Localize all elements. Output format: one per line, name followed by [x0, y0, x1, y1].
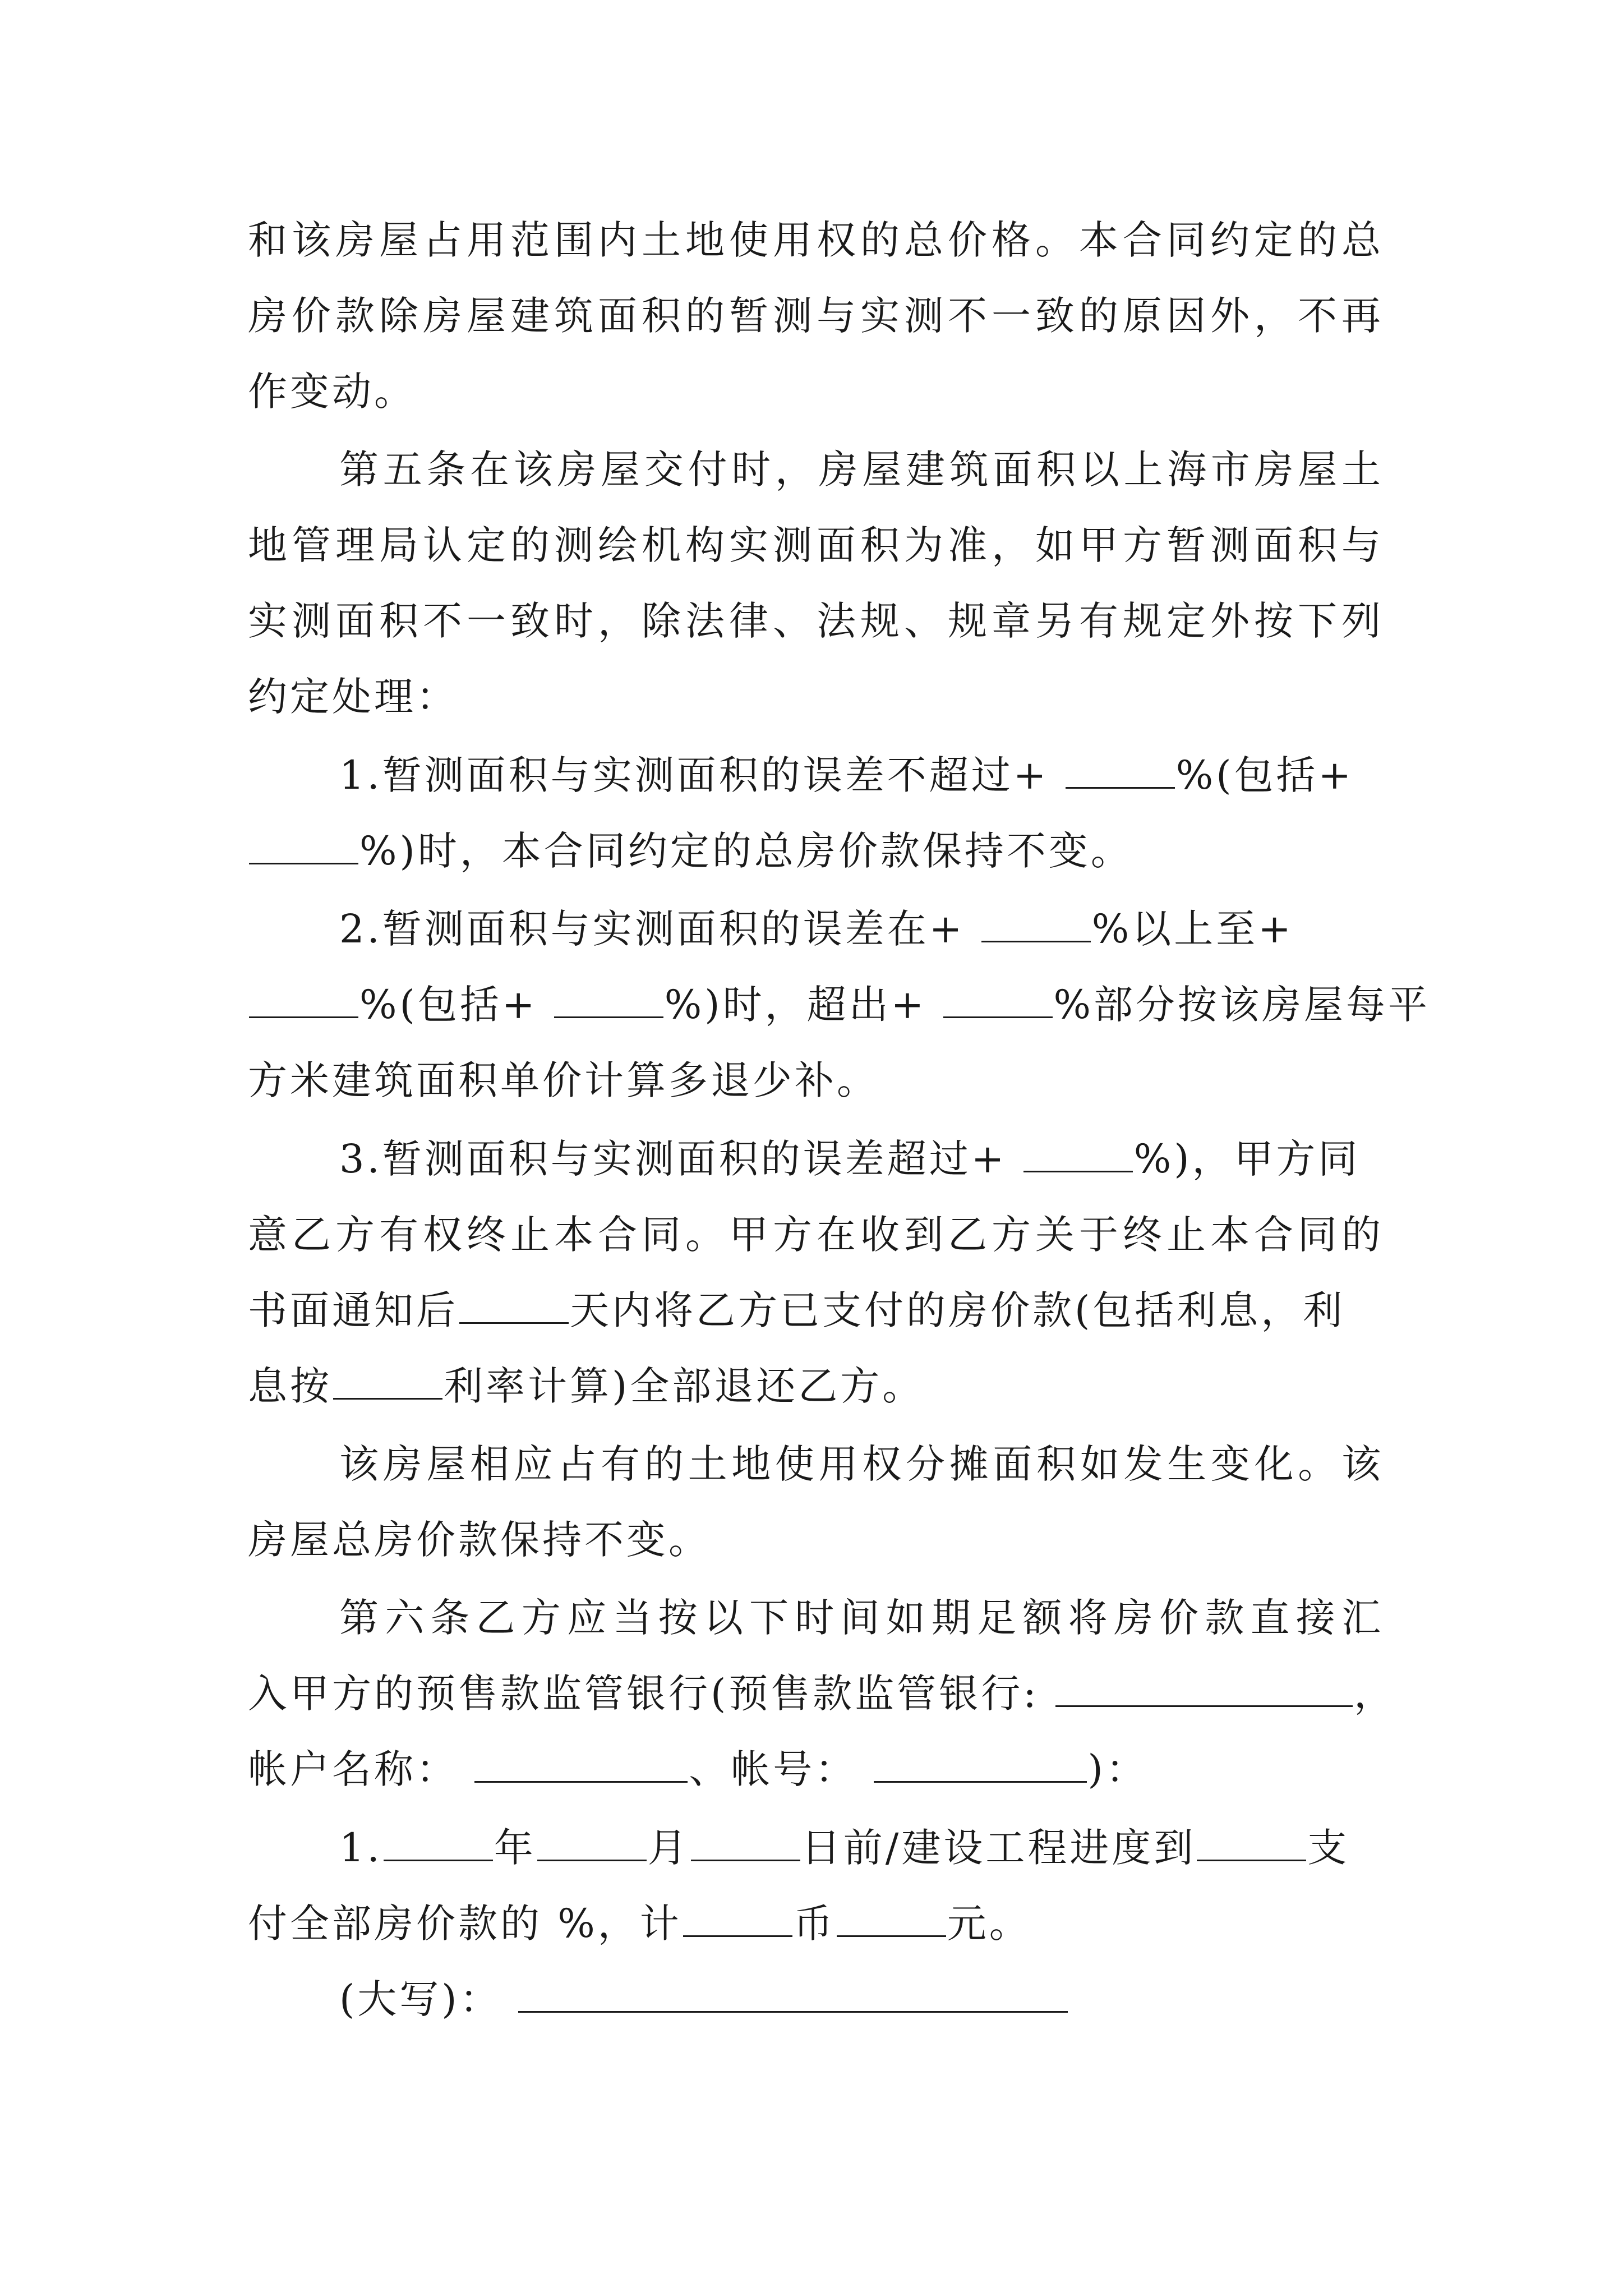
currency-blank: [683, 1903, 792, 1937]
paragraph-line: 房屋总房价款保持不变。: [248, 1517, 711, 1563]
progress-blank: [1197, 1827, 1306, 1861]
paragraph-line: 该房屋相应占有的土地使用权分摊面积如发生变化。该: [339, 1441, 1384, 1487]
article-6-line: [248, 1665, 1396, 1722]
clause-text: 日前/建设工程进度到: [801, 1825, 1196, 1871]
amount-in-words-blank: [518, 1978, 1068, 2013]
clause-text: 帐户名称：: [248, 1746, 458, 1792]
clause-3-line: 意乙方有权终止本合同。甲方在收到乙方关于终止本合同的: [248, 1212, 1384, 1258]
clause-text: 3.暂测面积与实测面积的误差超过+: [339, 1136, 1007, 1182]
month-blank: [537, 1827, 647, 1861]
blank-field: [333, 1365, 442, 1400]
blank-field: [943, 984, 1053, 1018]
paragraph-line: 和该房屋占用范围内土地使用权的总价格。本合同约定的总: [248, 217, 1384, 263]
clause-text: 月: [647, 1825, 690, 1871]
clause-text: 支: [1307, 1825, 1350, 1871]
clause-text: 入甲方的预售款监管银行(预售款监管银行:: [248, 1671, 1039, 1717]
clause-text: %)时，超出+: [664, 982, 927, 1028]
clause-text: 年: [494, 1825, 536, 1871]
paragraph-line: 地管理局认定的测绘机构实测面积为准，如甲方暂测面积与: [248, 522, 1384, 568]
payment-item-line: [339, 1820, 1384, 1876]
clause-2-line: 方米建筑面积单价计算多退少补。: [248, 1057, 879, 1103]
clause-text: )：: [1087, 1746, 1148, 1792]
paragraph-line: 作变动。: [248, 369, 416, 415]
blank-field: [554, 984, 663, 1018]
blank-field: [1066, 754, 1175, 789]
clause-text: 付全部房价款的 %，计: [248, 1901, 682, 1947]
clause-text: 1.: [339, 1825, 382, 1871]
account-number-blank: [874, 1749, 1087, 1783]
clause-3-line: [339, 1131, 1384, 1187]
clause-text: ，: [1354, 1671, 1396, 1717]
blank-field: [1023, 1138, 1133, 1172]
payment-item-line: [339, 1971, 1384, 2027]
paragraph-line: 实测面积不一致时，除法律、法规、规章另有规定外按下列: [248, 598, 1384, 644]
clause-3-line: [248, 1282, 1384, 1338]
article-6-heading-line: 第六条乙方应当按以下时间如期足额将房价款直接汇: [339, 1595, 1384, 1641]
clause-3-line: [248, 1358, 1384, 1414]
amount-blank: [837, 1903, 946, 1937]
clause-text: 1.暂测面积与实测面积的误差不超过+: [339, 752, 1049, 798]
clause-text: %)，甲方同: [1133, 1136, 1361, 1182]
clause-text: 天内将乙方已支付的房价款(包括利息，利: [570, 1287, 1345, 1333]
day-blank: [691, 1827, 800, 1861]
bank-name-blank: [1055, 1673, 1353, 1707]
clause-1-line: [339, 747, 1384, 803]
paragraph-line: 约定处理：: [248, 674, 458, 720]
account-name-blank: [474, 1749, 688, 1783]
payment-item-line: [248, 1895, 1384, 1952]
article-6-line: [248, 1741, 1384, 1797]
clause-text: %(包括+: [1175, 752, 1354, 798]
clause-text: %以上至+: [1091, 906, 1294, 952]
clause-text: %)时，本合同约定的总房价款保持不变。: [359, 828, 1133, 874]
clause-text: 2.暂测面积与实测面积的误差在+: [339, 906, 965, 952]
article-5-heading-line: 第五条在该房屋交付时，房屋建筑面积以上海市房屋土: [339, 447, 1384, 493]
clause-text: 书面通知后: [248, 1287, 458, 1333]
clause-text: 、帐号：: [689, 1746, 857, 1792]
blank-field: [981, 908, 1091, 942]
clause-text: 币: [793, 1901, 836, 1947]
clause-text: 元。: [947, 1901, 1031, 1947]
blank-field: [249, 984, 358, 1018]
clause-text: 息按: [248, 1363, 332, 1409]
clause-2-line: [248, 977, 1431, 1033]
paragraph-line: 房价款除房屋建筑面积的暂测与实测不一致的原因外，不再: [248, 293, 1384, 339]
clause-2-line: [339, 901, 1384, 957]
blank-field: [459, 1290, 569, 1324]
year-blank: [384, 1827, 493, 1861]
clause-text: 利率计算)全部退还乙方。: [444, 1363, 925, 1409]
blank-field: [249, 830, 358, 864]
clause-text: (大写)：: [339, 1976, 502, 2022]
clause-1-line: [248, 823, 1384, 879]
clause-text: %部分按该房屋每平: [1053, 982, 1431, 1028]
clause-text: %(包括+: [359, 982, 538, 1028]
